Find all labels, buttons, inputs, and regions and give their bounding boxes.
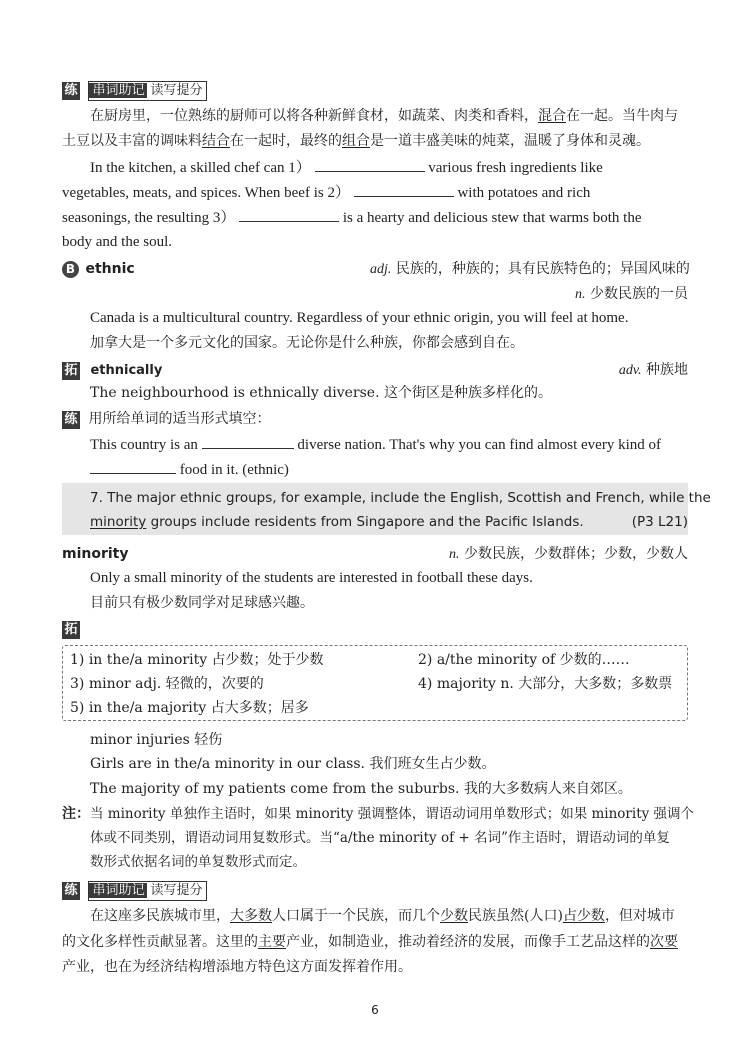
section2-line3: 产业，也在为经济结构增添地方特色这方面发挥着作用。 — [62, 959, 412, 975]
extend-tag: 拓 — [62, 362, 80, 380]
en-paragraph-line2: vegetables, meats, and spices. When beef is 2） with potatoes and rich — [62, 182, 590, 203]
ethnic-example-cn: 加拿大是一个多元文化的国家。无论你是什么种族，你都会感到自在。 — [90, 335, 524, 351]
entry-ethnically — [62, 360, 162, 381]
exercise-blank-1[interactable] — [202, 434, 294, 449]
entry-ethnic — [62, 259, 135, 279]
minority-def: n. 少数民族，少数群体；少数，少数人 — [449, 546, 688, 562]
ethnic-example-en: Canada is a multicultural country. Regardless of your ethnic origin, you will feel at home. — [90, 310, 629, 326]
minority-example-en: Only a small minority of the students are interested in football these days. — [90, 570, 533, 586]
section2-line1: 在这座多民族城市里，大多数人口属于一个民族，而几个少数民族虽然(人口)占少数，但对城市 — [90, 908, 675, 924]
blank-2[interactable] — [354, 182, 454, 197]
cn-paragraph-line1: 在厨房里，一位熟练的厨师可以将各种新鲜食材，如蔬菜、肉类和香料，混合在一起。当牛肉与 — [90, 108, 678, 124]
ethnically-example: The neighbourhood is ethnically diverse. 这个街区是种族多样化的。 — [90, 385, 552, 401]
headword-minority: minority — [62, 546, 129, 562]
phrase-item-5: 5) in the/a majority 占大多数；居多 — [70, 700, 309, 716]
phrase-item-4: 4) majority n. 大部分，大多数；多数票 — [418, 676, 673, 692]
section2-line2: 的文化多样性贡献显著。这里的主要产业，如制造业，推动着经济的发展，而像手工艺品这样的次要 — [62, 934, 678, 950]
section2-header — [62, 880, 207, 901]
practice-tag: 练 — [62, 882, 80, 900]
note-line3: 数形式依据名词的单复数形式而定。 — [90, 854, 306, 870]
exercise-line1: This country is an diverse nation. That's why you can find almost every kind of — [90, 434, 661, 455]
section-header-practice — [62, 80, 207, 101]
key-sentence-ref: (P3 L21) — [631, 514, 688, 530]
exercise-blank-2[interactable] — [90, 459, 176, 474]
phrase-item-3: 3) minor adj. 轻微的，次要的 — [70, 676, 264, 692]
memory-box: 串词助记 读写提分 — [88, 881, 207, 901]
ethnic-def1: adj. 民族的，种族的；具有民族特色的；异国风味的 — [370, 261, 690, 277]
practice-tag: 练 — [62, 82, 80, 100]
en-paragraph-line4: body and the soul. — [62, 234, 172, 250]
note-label: 注： — [62, 806, 90, 822]
exercise-header: 练 用所给单词的适当形式填空： — [62, 409, 270, 429]
minority-extend — [62, 619, 80, 639]
blank-1[interactable] — [315, 157, 425, 172]
note-line2: 体或不同类别，谓语动词用复数形式。当“a/the minority of + 名词”作主语时，谓语动词的单复 — [90, 830, 670, 846]
note-line1: 当 minority 单独作主语时，如果 minority 强调整体，谓语动词用单数形式；如果 minority 强调个 — [90, 806, 695, 822]
en-paragraph-line3: seasonings, the resulting 3） is a hearty and delicious stew that warms both the — [62, 207, 642, 228]
minority-example-3: Girls are in the/a minority in our class. 我们班女生占少数。 — [90, 756, 496, 772]
en-paragraph-line1: In the kitchen, a skilled chef can 1） various fresh ingredients like — [90, 157, 603, 178]
key-sentence-line2: minority groups include residents from Singapore and the Pacific Islands. — [90, 514, 584, 530]
key-sentence-line1: 7. The major ethnic groups, for example, include the English, Scottish and French, while the — [90, 490, 711, 506]
ethnic-def2: n. 少数民族的一员 — [575, 286, 688, 302]
ethnically-def: adv. 种族地 — [618, 362, 688, 378]
exercise-line2: food in it. (ethnic) — [90, 459, 289, 480]
memory-box: 串词助记 读写提分 — [88, 81, 207, 101]
headword-ethnically: ethnically — [90, 363, 163, 378]
extend-tag: 拓 — [62, 621, 80, 639]
cn-paragraph-line2: 土豆以及丰富的调味料结合在一起时，最终的组合是一道丰盛美味的炖菜，温暖了身体和灵魂。 — [62, 133, 650, 149]
page-number: 6 — [371, 1003, 379, 1017]
minority-example-2: minor injuries 轻伤 — [90, 732, 223, 748]
practice-tag: 练 — [62, 411, 80, 429]
minority-example-cn: 目前只有极少数同学对足球感兴趣。 — [90, 595, 314, 611]
level-b-badge: B — [62, 261, 79, 278]
headword-ethnic: ethnic — [85, 261, 135, 277]
blank-3[interactable] — [239, 207, 339, 222]
minority-example-4: The majority of my patients come from the suburbs. 我的大多数病人来自郊区。 — [90, 781, 632, 797]
phrase-item-2: 2) a/the minority of 少数的…… — [418, 652, 630, 668]
phrase-item-1: 1) in the/a minority 占少数；处于少数 — [70, 652, 324, 668]
